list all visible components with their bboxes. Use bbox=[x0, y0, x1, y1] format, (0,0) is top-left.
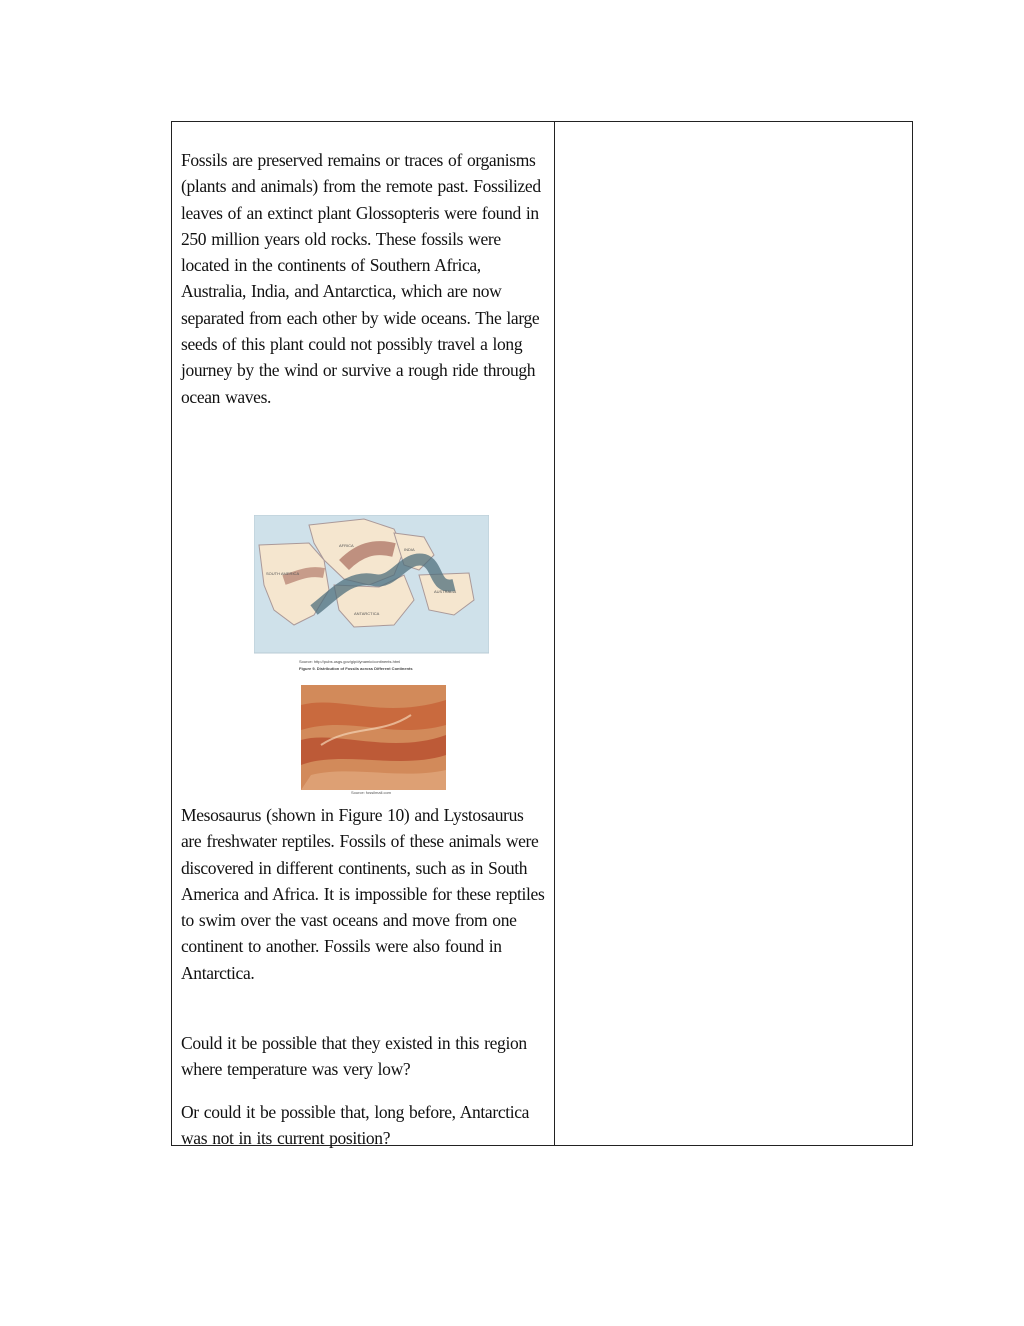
mesosaurus-fossil-photo bbox=[301, 685, 446, 795]
fossil-distribution-map bbox=[254, 515, 489, 675]
fossil-source: Source: fossilmall.com bbox=[351, 790, 392, 795]
left-column-cell bbox=[181, 147, 546, 1149]
label-antarctica: ANTARCTICA bbox=[354, 611, 380, 616]
map-source: Source: http://pubs.usgs.gov/gip/dynamic/continents.html bbox=[299, 659, 401, 664]
paragraph-fossils-intro: Fossils are preserved remains or traces of organisms (plants and animals) from the remote past. Fossilized leaves of an extinct plant Glossopteris were found in 250 million years old rocks. These fossils were located in the continents of Southern Africa, Australia, India, and Antarctica, which are now separated from each other by wide oceans. The large seeds of this plant could not possibly travel a long journey by the wind or survive a rough ride through ocean waves. bbox=[181, 150, 541, 407]
fossil-graphic bbox=[301, 685, 446, 795]
label-australia: AUSTRALIA bbox=[434, 589, 457, 594]
map-graphic bbox=[254, 515, 489, 675]
content-table bbox=[171, 121, 913, 1149]
label-south-america: SOUTH AMERICA bbox=[266, 571, 300, 576]
column-divider bbox=[554, 122, 555, 1145]
map-caption: Figure 9. Distribution of Fossils across Different Continents bbox=[299, 666, 413, 671]
label-africa: AFRICA bbox=[339, 543, 354, 548]
paragraph-question-position: Or could it be possible that, long before, Antarctica was not in its current position? bbox=[181, 1102, 530, 1149]
paragraph-question-temperature: Could it be possible that they existed in this region where temperature was very low? bbox=[181, 1033, 527, 1080]
label-india: INDIA bbox=[404, 547, 415, 552]
paragraph-mesosaurus: Mesosaurus (shown in Figure 10) and Lystosaurus are freshwater reptiles. Fossils of these animals were discovered in different continents, such as in South America and Africa. It is impossible for these reptiles to swim over the vast oceans and move from one continent to another. Fossils were also found in Antarctica. bbox=[181, 805, 545, 983]
